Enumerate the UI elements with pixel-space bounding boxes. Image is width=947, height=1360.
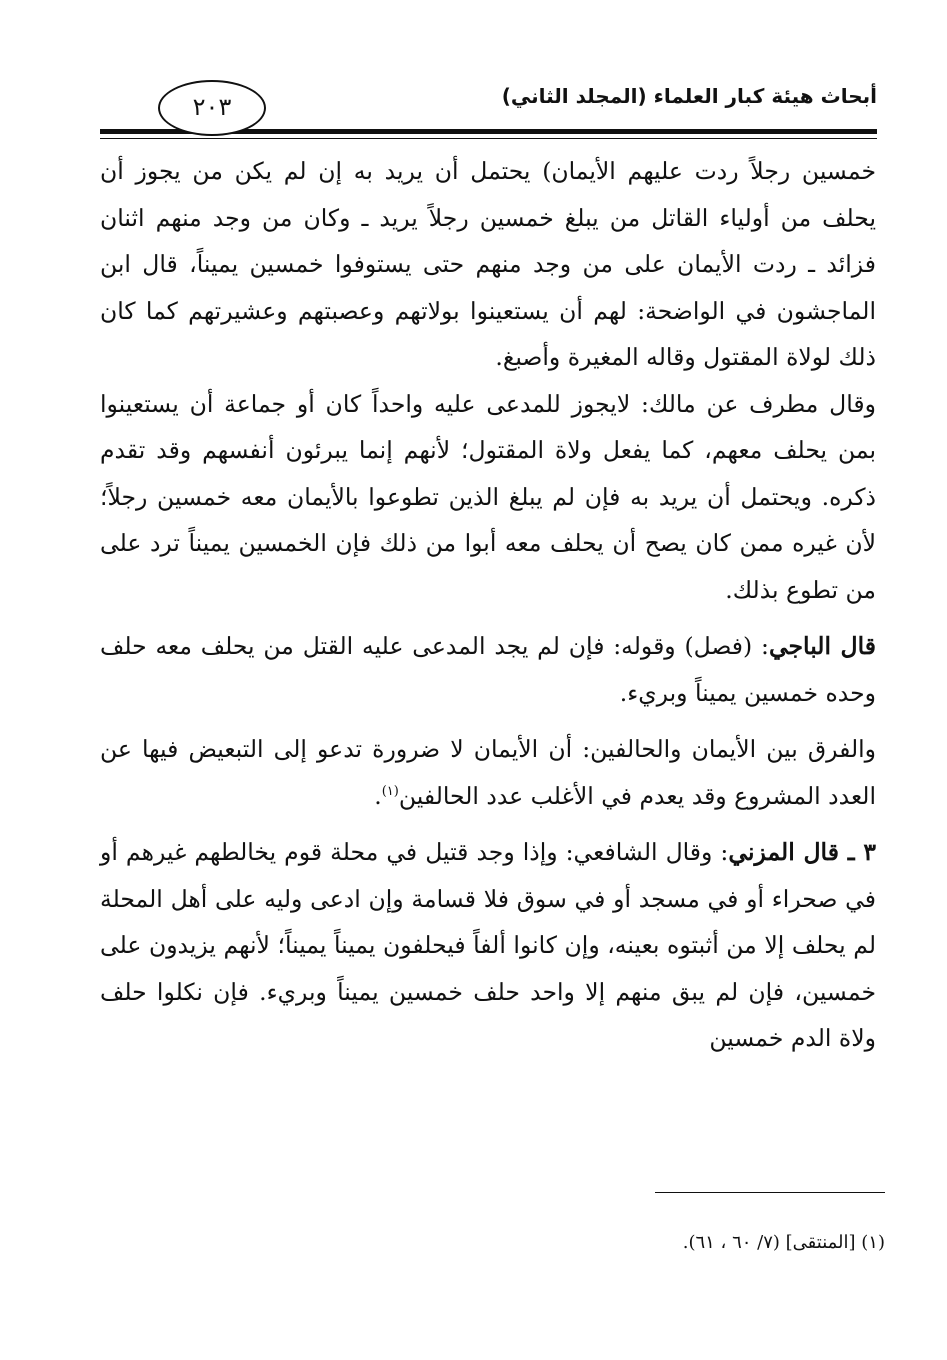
paragraph-2: وقال مطرف عن مالك: لايجوز للمدعى عليه واحداً كان أو جماعة أن يستعينوا بمن يحلف معهم، كما يفعل ولاة المقتول؛ لأنهم إنما يبرئون أنفسهم وقد تقدم ذكره. ويحتمل أن يريد به فإن لم يبلغ الذين تطوعوا بالأيمان معه خمسين رجلاً؛ لأن غيره ممن كان يصح أن يحلف معه أبوا من ذلك فإن الخمسين يميناً ترد على من تطوع بذلك. xyxy=(100,389,876,604)
paragraph-4-text: والفرق بين الأيمان والحالفين: أن الأيمان لا ضرورة تدعو إلى التبعيض فيها عن العدد المشروع وقد يعدم في الأغلب عدد الحالفين xyxy=(100,735,876,810)
running-title: أبحاث هيئة كبار العلماء (المجلد الثاني) xyxy=(501,84,877,108)
footnote-ref[interactable]: (١) xyxy=(381,783,399,799)
page-number-oval xyxy=(158,80,266,136)
paragraph-4-end: . xyxy=(374,781,382,810)
footnote: (١) [المنتقى] (٧/ ٦٠ ، ٦١). xyxy=(682,1232,885,1253)
paragraph-3-label: قال الباجي xyxy=(768,632,876,660)
paragraph-4 xyxy=(100,726,876,819)
body-text xyxy=(100,148,876,1062)
paragraph-5 xyxy=(100,829,876,1062)
header-rule-thin xyxy=(100,138,877,139)
paragraph-1: خمسين رجلاً ردت عليهم الأيمان) يحتمل أن يريد به إن لم يكن من يجوز أن يحلف من أولياء القاتل من يبلغ خمسين رجلاً يريد ـ وكان من وجد منهم اثنان فزائد ـ ردت الأيمان على من وجد منهم حتى يستوفوا خمسين يميناً، قال ابن الماجشون في الواضحة: لهم أن يستعينوا بولاتهم وعصبتهم وعشيرتهم كما كان ذلك لولاة المقتول وقاله المغيرة وأصبغ. xyxy=(100,157,876,371)
footnote-rule xyxy=(655,1192,885,1193)
page-number: ٢٠٣ xyxy=(192,93,232,121)
paragraph-3-text: : (فصل) وقوله: فإن لم يجد المدعى عليه القتل من يحلف معه حلف وحده خمسين يميناً وبريء. xyxy=(100,632,876,707)
paragraph-3 xyxy=(100,623,876,716)
paragraph-5-text: : وقال الشافعي: وإذا وجد قتيل في محلة قوم يخالطهم غيرهم أو في صحراء أو في مسجد أو في سوق فلا قسامة وإن ادعى وليه على أهل المحلة لم يحلف إلا من أثبتوه بعينه، وإن كانوا ألفاً فيحلفون يميناً يميناً؛ لأنهم يزيدون على خمسين، فإن لم يبق منهم إلا واحد حلف خمسين يميناً وبريء. فإن نكلوا حلف ولاة الدم خمسين xyxy=(100,838,876,1052)
paragraph-5-label: ٣ ـ قال المزني xyxy=(728,838,876,866)
